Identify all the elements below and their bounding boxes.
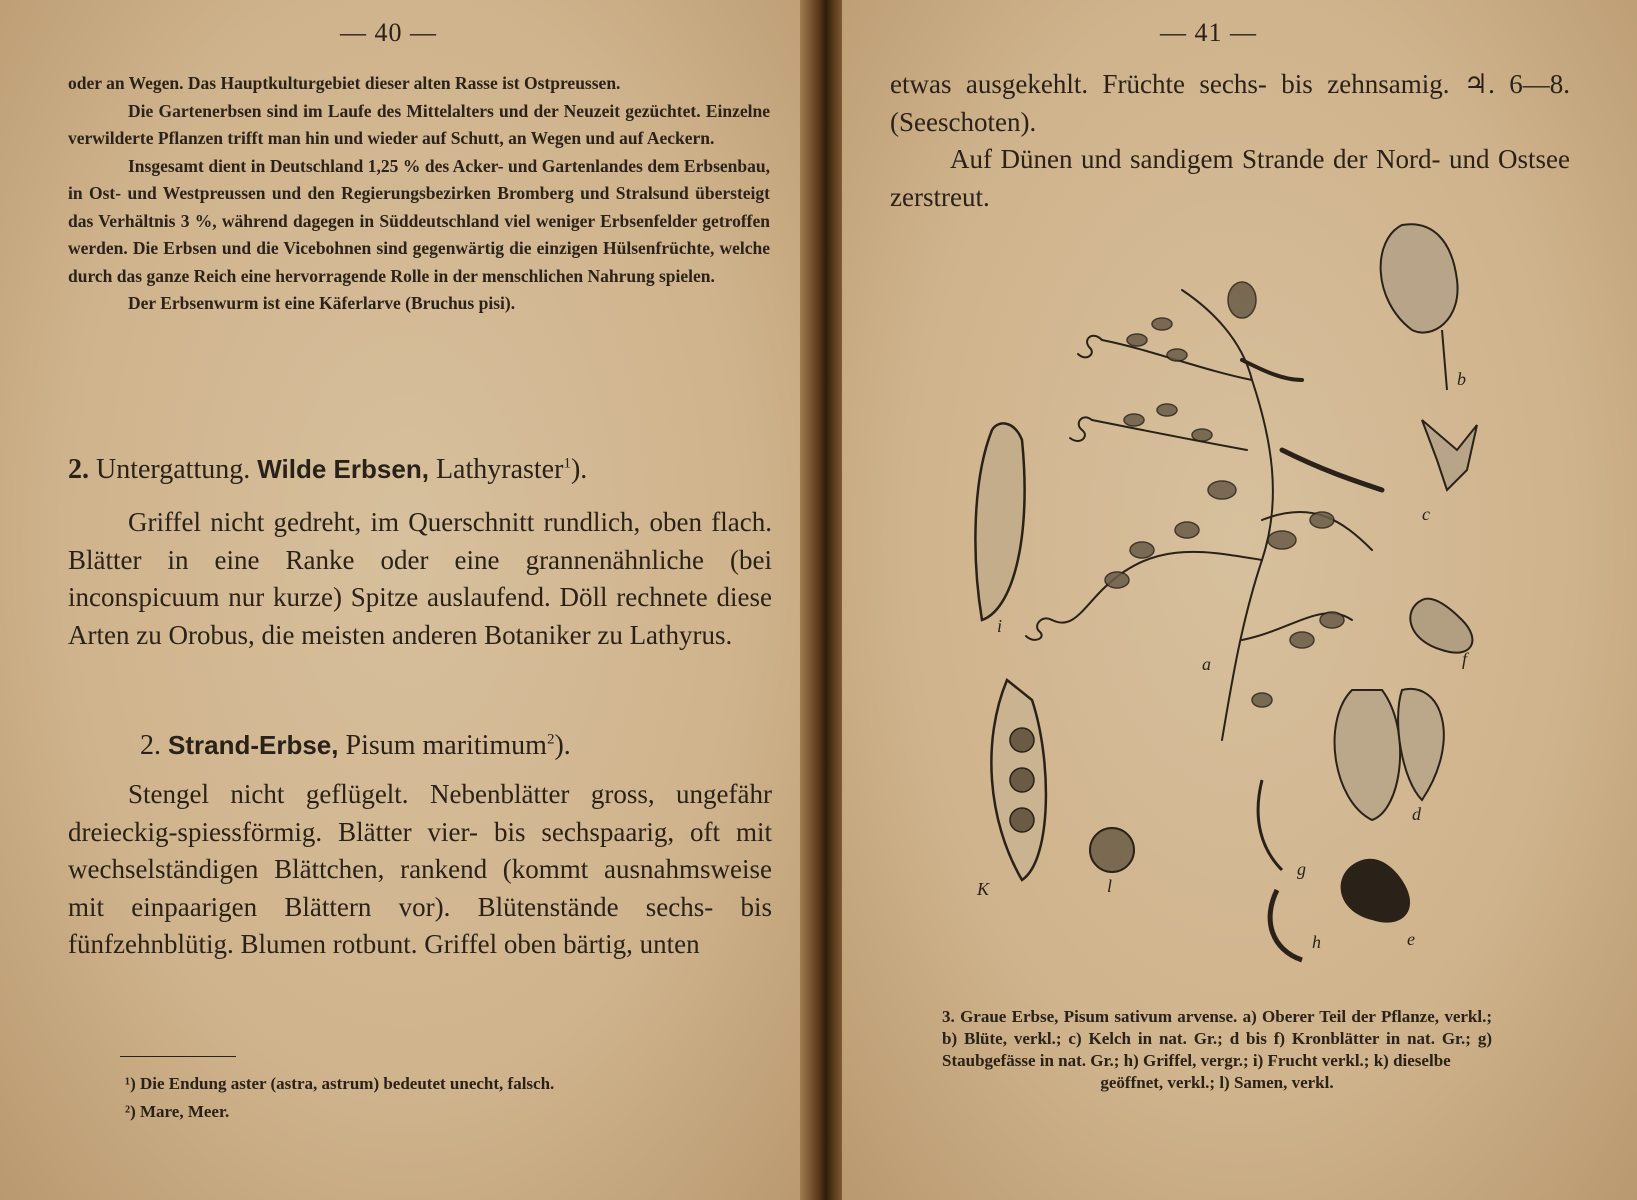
botanical-illustration [902, 220, 1562, 1010]
figure-label: d [1412, 804, 1421, 824]
paragraph: Auf Dünen und sandigem Strande der Nord- und Ostsee zerstreut. [890, 144, 1570, 212]
paragraph: etwas ausgekehlt. Früchte sechs- bis zehnsamig. ♃. 6—8. (Seeschoten). [890, 69, 1570, 137]
left-page [0, 0, 812, 1200]
figure-label: b [1457, 369, 1466, 389]
figure-label: g [1297, 859, 1306, 879]
figure-caption [942, 1006, 1492, 1094]
style-h [1270, 890, 1302, 960]
figure-label: e [1407, 929, 1415, 949]
heading-prefix: Untergattung. [96, 454, 251, 485]
figure-label: K [977, 879, 990, 899]
species-latin: Pisum maritimum [345, 730, 547, 761]
stamens-g [1258, 780, 1282, 870]
subgenus-description [68, 504, 772, 654]
pod-small [1282, 450, 1382, 490]
paragraph: oder an Wegen. Das Hauptkulturgebiet dieser alten Rasse ist Ostpreussen. [68, 73, 621, 93]
paragraph: Insgesamt dient in Deutschland 1,25 % des Acker- und Gartenlandes dem Erbsenbau, in Ost- und Westpreussen und den Regierungsbezirken Bromberg und Stralsund übersteigt das Verhältnis 3 %, während dagegen in Süddeutschland viel weniger Erbsenfelder getroffen werden. Die Erbsen und die Vicebohnen sind gegenwärtig die einzigen Hülsenfrüchte, welche durch das ganze Reich eine hervorragende Rolle in der menschlichen Nahrung spielen. [68, 155, 770, 286]
paragraph: Griffel nicht gedreht, im Querschnitt rundlich, oben flach. Blätter in eine Ranke oder eine grannenähnliche (bei inconspicuum nur kurze) Spitze auslaufend. Döll rechnete diese Arten zu Orobus, die meisten anderen Botaniker zu Lathyrus. [68, 507, 772, 650]
paragraph: Stengel nicht geflügelt. Nebenblätter gross, ungefähr dreieckig-spiessförmig. Blätter vier- bis sechspaarig, oft mit wechselständigen Blättchen, rankend (kommt ausnahmsweise mit einpaarigen Blättern vor). Blütenstände sechs- bis fünfzehnblütig. Blumen rotbunt. Griffel oben bärtig, unten [68, 779, 772, 959]
species-description [68, 776, 772, 964]
calyx-c [1422, 420, 1477, 490]
right-page [842, 0, 1637, 1200]
caption-text-last: geöffnet, verkl.; l) Samen, verkl. [1100, 1073, 1334, 1092]
right-text-block [890, 66, 1570, 216]
page-number-left: — 40 — [340, 18, 437, 47]
branch [1092, 420, 1247, 450]
figure-label: a [1202, 654, 1211, 674]
species-heading [140, 730, 571, 762]
pea-stem [1182, 290, 1273, 740]
small-text-block [68, 70, 770, 318]
paragraph: Die Gartenerbsen sind im Laufe des Mittelalters und der Neuzeit gezüchtet. Einzelne verwilderte Pflanzen trifft man hin und wieder auf Schutt, an Wegen und auf Aeckern. [68, 100, 770, 148]
flower-b [1381, 224, 1458, 332]
footnote-ref: 2 [546, 731, 555, 748]
heading-title: Wilde Erbsen, [257, 454, 429, 484]
petal-e [1341, 859, 1410, 923]
figure-label: h [1312, 932, 1321, 952]
subgenus-heading [68, 454, 587, 486]
petal-f [1410, 599, 1472, 653]
footnote-ref: 1 [563, 455, 571, 472]
page-number-right: — 41 — [1160, 18, 1257, 47]
figure-label: c [1422, 504, 1430, 524]
branch [1052, 552, 1262, 623]
figure-label: i [997, 616, 1003, 636]
pod-i [975, 423, 1024, 620]
tendril [1078, 336, 1102, 358]
figure-label: f [1462, 649, 1468, 669]
heading-close: ). [554, 730, 571, 761]
species-title: Strand-Erbse, [168, 730, 339, 760]
tendril [1026, 618, 1052, 639]
paragraph: Der Erbsenwurm ist eine Käferlarve (Bruchus pisi). [128, 293, 516, 313]
petal-d [1335, 690, 1401, 820]
heading-number: 2. [68, 454, 89, 485]
footnote-rule [120, 1056, 236, 1057]
footnote: ²) Mare, Meer. [125, 1102, 230, 1121]
footnote: ¹) Die Endung aster (astra, astrum) bedeutet unecht, falsch. [125, 1074, 555, 1093]
seed-l [1090, 828, 1134, 872]
caption-text: 3. Graue Erbse, Pisum sativum arvense. a) Oberer Teil der Pflanze, verkl.; b) Blüte, verkl.; c) Kelch in nat. Gr.; d bis f) Kronblätter in nat. Gr.; g) Staubgefässe in nat. Gr.; h) Griffel, vergr.; i) Frucht verkl.; k) dieselbe [942, 1007, 1492, 1070]
species-number: 2. [140, 730, 161, 761]
figure-label: l [1107, 876, 1113, 896]
heading-close: ). [570, 454, 588, 485]
tendril [1070, 417, 1092, 441]
heading-latin: Lathyraster [435, 454, 564, 485]
